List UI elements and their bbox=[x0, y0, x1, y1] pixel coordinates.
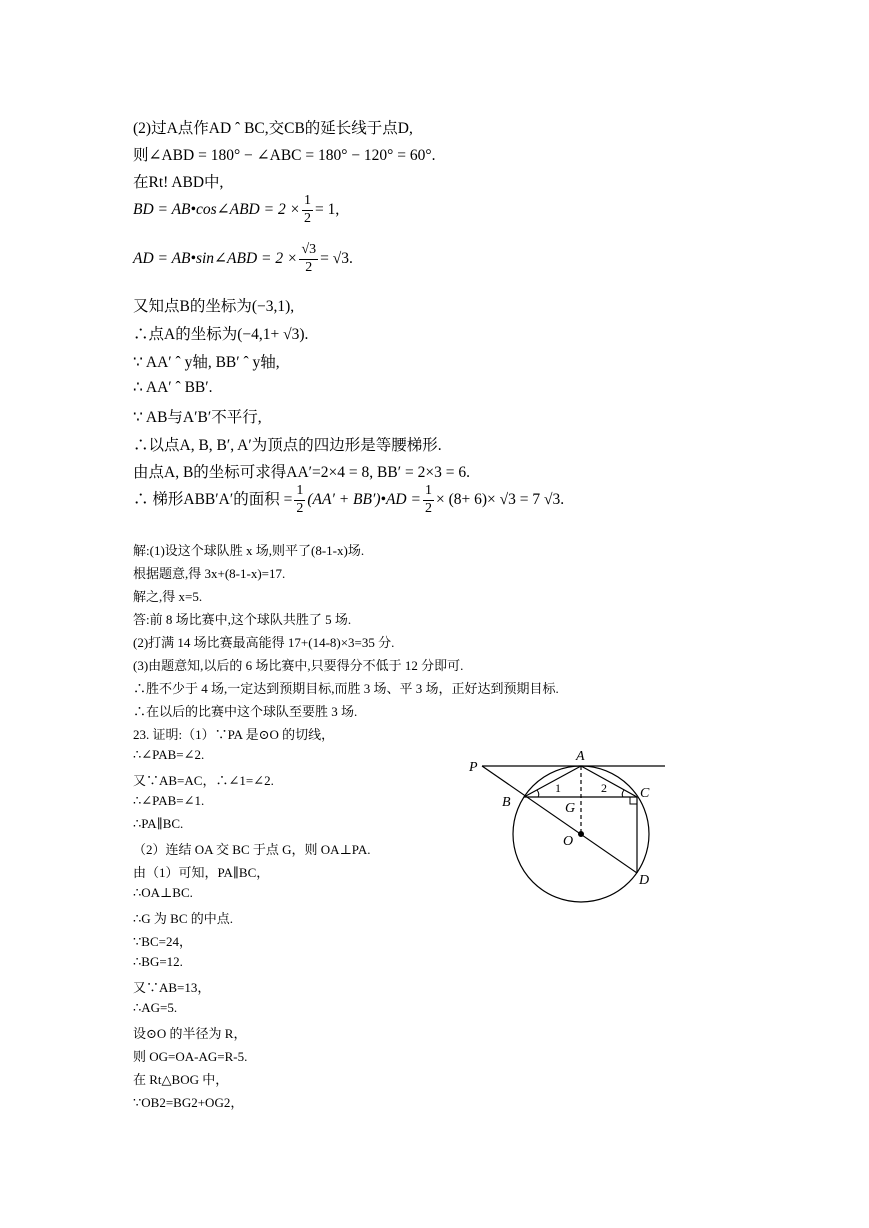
q23-line-17: ∵OB2=BG2+OG2， bbox=[133, 1095, 244, 1110]
ad-expression: AD = AB•sin∠ABD = 2 × bbox=[133, 249, 298, 267]
q23-line-5: ∴PA∥BC. bbox=[133, 816, 184, 831]
denominator: 2 bbox=[305, 259, 313, 275]
bd-result: = 1, bbox=[315, 200, 340, 218]
q23-line-8: ∴OA⊥BC. bbox=[133, 885, 193, 900]
label-a: A bbox=[576, 749, 585, 764]
label-g: G bbox=[565, 801, 576, 816]
label-b: B bbox=[502, 795, 511, 810]
math-line-10: ∵ AB与A′B′不平行, bbox=[133, 409, 262, 426]
numerator: 1 bbox=[302, 194, 313, 211]
numerator: √3 bbox=[299, 243, 318, 260]
chord-ab bbox=[524, 766, 581, 797]
math-line-5 bbox=[133, 243, 353, 275]
bd-expression: BD = AB•cos∠ABD = 2 × bbox=[133, 200, 301, 218]
fraction-root3-half bbox=[299, 243, 318, 275]
denominator: 2 bbox=[424, 500, 432, 516]
math-line-3: 在Rt! ABD中, bbox=[133, 174, 224, 191]
circle-tangent-figure bbox=[460, 745, 670, 910]
fraction-one-half bbox=[302, 194, 313, 226]
q23-line-2: ∴∠PAB=∠2. bbox=[133, 747, 205, 762]
q23-line-15: 则 OG=OA-AG=R-5. bbox=[133, 1049, 248, 1064]
q23-line-1: 23. 证明:（1）∵PA 是⊙O 的切线， bbox=[133, 727, 335, 742]
label-angle-2: 2 bbox=[601, 781, 607, 795]
label-o: O bbox=[563, 834, 574, 849]
label-p: P bbox=[469, 760, 478, 775]
q23-line-6: （2）连结 OA 交 BC 于点 G，则 OA⊥PA. bbox=[133, 842, 371, 857]
q23-line-11: ∴BG=12. bbox=[133, 954, 183, 969]
math-line-7: ∴点A的坐标为(−4,1+ √3). bbox=[133, 326, 309, 343]
q23-line-13: ∴AG=5. bbox=[133, 1000, 178, 1015]
angle-arc-1 bbox=[537, 790, 539, 797]
math-line-11: ∴以点A, B, B′, A′为顶点的四边形是等腰梯形. bbox=[133, 437, 442, 454]
q22-line-5: (2)打满 14 场比赛最高能得 17+(14-8)×3=35 分. bbox=[133, 635, 395, 650]
math-line-12: 由点A, B的坐标可求得AA′=2×4 = 8, BB′ = 2×3 = 6. bbox=[133, 464, 470, 481]
q22-line-1: 解:(1)设这个球队胜 x 场,则平了(8-1-x)场. bbox=[133, 543, 365, 558]
numerator: 1 bbox=[294, 484, 305, 501]
q23-line-12: 又∵AB=13， bbox=[133, 980, 211, 995]
q22-line-8: ∴在以后的比赛中这个球队至要胜 3 场. bbox=[133, 704, 358, 719]
angle-arc-2 bbox=[622, 790, 624, 797]
area-label: ∴ 梯形ABB′A′的面积 = bbox=[133, 490, 293, 508]
q22-line-6: (3)由题意知,以后的 6 场比赛中,只要得分不低于 12 分即可. bbox=[133, 658, 464, 673]
math-line-2: 则∠ABD = 180° − ∠ABC = 180° − 120° = 60°. bbox=[133, 147, 436, 164]
q23-line-7: 由（1）可知，PA∥BC， bbox=[133, 865, 270, 880]
q23-line-16: 在 Rt△BOG 中， bbox=[133, 1072, 229, 1087]
label-c: C bbox=[640, 786, 650, 801]
fraction-half-a bbox=[294, 484, 305, 516]
math-line-9: ∴ AA′ ˆ BB′. bbox=[133, 379, 213, 396]
q23-line-9: ∴G 为 BC 的中点. bbox=[133, 911, 234, 926]
q22-line-4: 答:前 8 场比赛中,这个球队共胜了 5 场. bbox=[133, 612, 352, 627]
numerator: 1 bbox=[423, 484, 434, 501]
fraction-half-b bbox=[423, 484, 434, 516]
math-line-4 bbox=[133, 194, 339, 226]
right-angle-mark-c bbox=[630, 797, 637, 804]
denominator: 2 bbox=[296, 500, 304, 516]
math-line-6: 又知点B的坐标为(−3,1), bbox=[133, 298, 295, 315]
center-point-o bbox=[578, 831, 584, 837]
q22-line-3: 解之,得 x=5. bbox=[133, 589, 203, 604]
ad-result: = √3. bbox=[320, 249, 353, 267]
math-line-8: ∵ AA′ ˆ y轴, BB′ ˆ y轴, bbox=[133, 354, 280, 371]
q23-line-3: 又∵AB=AC，∴∠1=∠2. bbox=[133, 773, 274, 788]
label-d: D bbox=[639, 873, 650, 888]
math-line-13 bbox=[133, 484, 564, 516]
denominator: 2 bbox=[304, 210, 312, 226]
q22-line-2: 根据题意,得 3x+(8-1-x)=17. bbox=[133, 566, 286, 581]
q23-line-4: ∴∠PAB=∠1. bbox=[133, 793, 205, 808]
chord-ac bbox=[581, 766, 637, 797]
q22-line-7: ∴胜不少于 4 场,一定达到预期目标,而胜 3 场、平 3 场，正好达到预期目标. bbox=[133, 681, 559, 696]
q23-line-10: ∵BC=24， bbox=[133, 934, 192, 949]
area-result: × (8+ 6)× √3 = 7 √3. bbox=[435, 490, 565, 508]
math-line-1: (2)过A点作AD ˆ BC,交CB的延长线于点D, bbox=[133, 120, 413, 137]
label-angle-1: 1 bbox=[555, 781, 561, 795]
q23-line-14: 设⊙O 的半径为 R， bbox=[133, 1026, 247, 1041]
area-mid: (AA′ + BB′)•AD = bbox=[307, 490, 421, 508]
